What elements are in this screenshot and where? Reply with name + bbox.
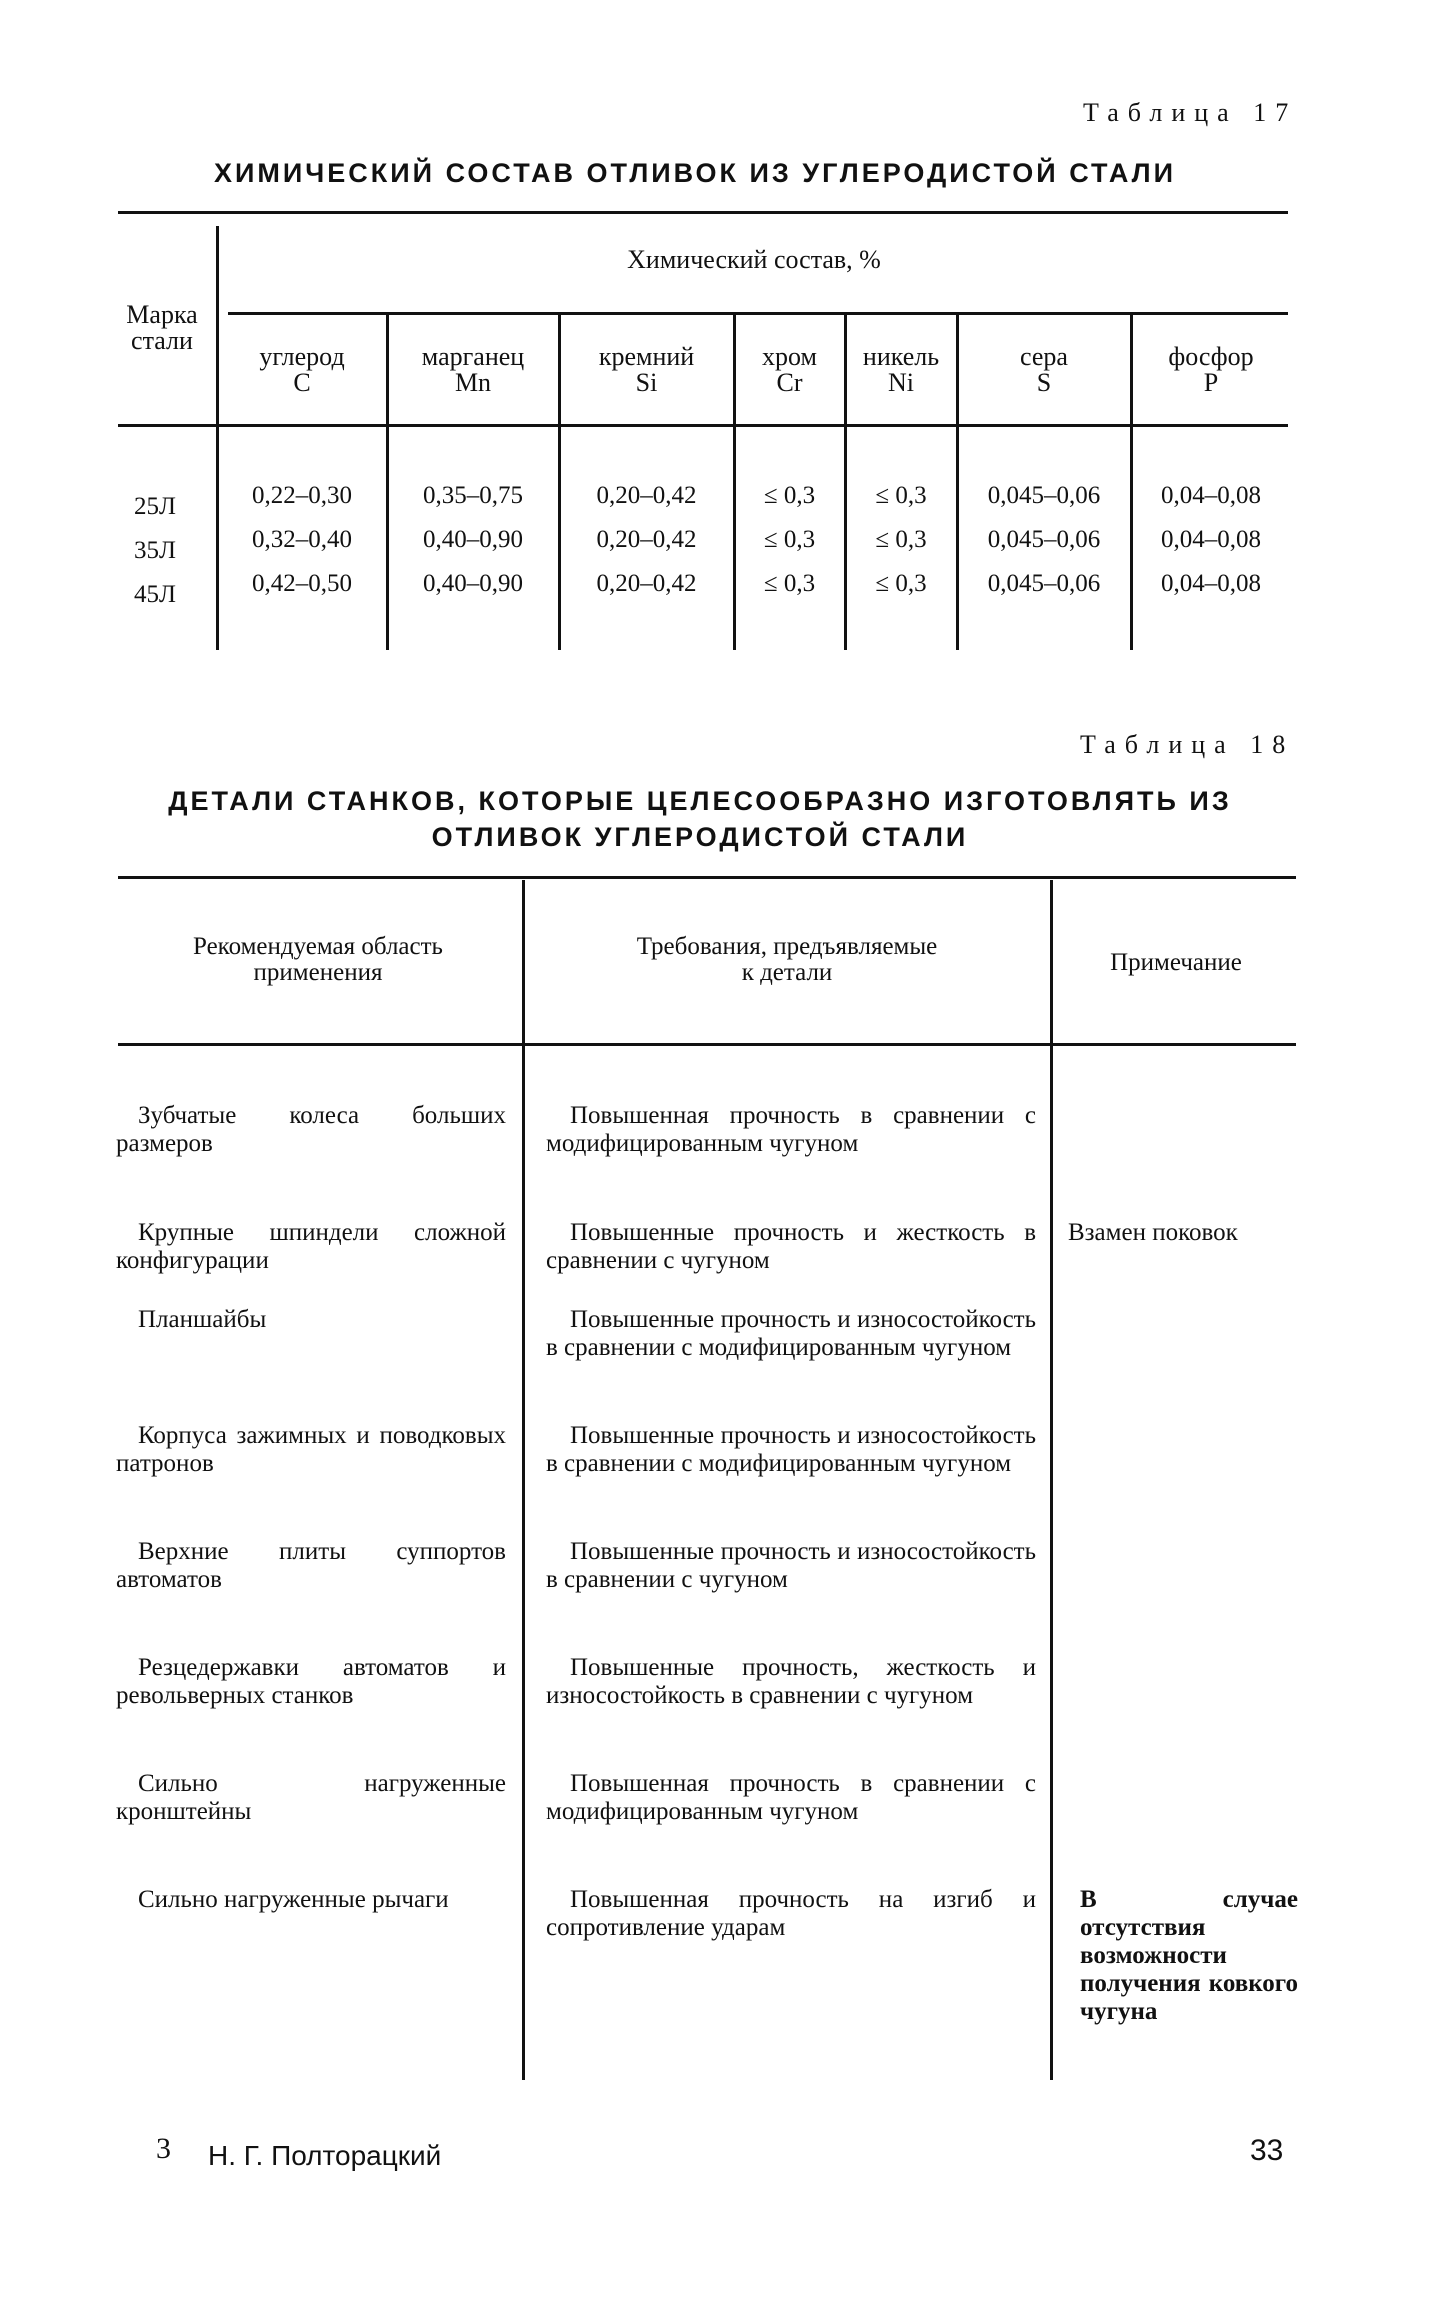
table17-col-divider [844,314,847,650]
value-cell: ≤ 0,3 [875,526,927,553]
table17-header-bottom-rule [118,424,1288,427]
value-cell: 0,22–0,30 [252,482,352,509]
col-header-phosphorus: фосфор P [1168,342,1254,397]
value-cell: ≤ 0,3 [875,570,927,597]
page-number: 33 [1250,2134,1284,2167]
grade-cell: 25Л [134,493,176,520]
table17-col-divider [558,314,561,650]
area-cell: Крупные шпиндели сложной конфигурации [116,1219,506,1274]
grade-header: Марка стали [126,300,198,355]
area-cell: Сильно нагруженные кронштейны [116,1770,506,1825]
requirements-cell: Повышенные прочность и износостойкость в сравнении с модифицированным чугуном [546,1306,1036,1361]
col-header-carbon: углерод C [259,342,345,397]
header-area: Рекомендуемая область применения [193,933,443,986]
table18-top-rule [118,876,1296,879]
col-header-sulfur: сера S [1020,342,1068,397]
note-cell: Взамен поковок [1068,1219,1238,1246]
value-cell: 0,04–0,08 [1161,482,1261,509]
requirements-cell: Повышенная прочность на изгиб и сопротивление ударам [546,1886,1036,1941]
value-cell: 0,20–0,42 [596,482,697,509]
col-header-silicon: кремний Si [598,342,695,397]
value-cell: ≤ 0,3 [763,570,816,597]
table18-title-line2: ОТЛИВОК УГЛЕРОДИСТОЙ СТАЛИ [431,822,969,852]
table18-header-bottom-rule [118,1043,1296,1046]
requirements-cell: Повышенные прочность и жесткость в сравнении с чугуном [546,1219,1036,1274]
requirements-cell: Повышенные прочность, жесткость и износостойкость в сравнении с чугуном [546,1654,1036,1709]
table18-col-divider [522,880,525,2080]
table17-col-divider [386,314,389,650]
requirements-cell: Повышенная прочность в сравнении с модифицированным чугуном [546,1770,1036,1825]
table17-title: ХИМИЧЕСКИЙ СОСТАВ ОТЛИВОК ИЗ УГЛЕРОДИСТОЙ СТАЛИ [213,158,1176,188]
header-note: Примечание [1110,949,1242,976]
requirements-cell: Повышенные прочность и износостойкость в сравнении с модифицированным чугуном [546,1422,1036,1477]
area-cell: Зубчатые колеса больших размеров [116,1102,506,1157]
value-cell: ≤ 0,3 [763,526,816,553]
composition-group-header: Химический состав, % [627,245,881,274]
area-cell: Резцедержавки автоматов и револьверных станков [116,1654,506,1709]
author-name: Н. Г. Полторацкий [208,2140,442,2171]
value-cell: 0,40–0,90 [423,526,523,553]
table17-col-divider [733,314,736,650]
header-requirements: Требования, предъявляемые к детали [636,933,938,986]
grade-cell: 35Л [134,537,176,564]
value-cell: 0,35–0,75 [423,482,523,509]
area-cell: Верхние плиты суппортов автоматов [116,1538,506,1593]
value-cell: ≤ 0,3 [763,482,816,509]
value-cell: 0,20–0,42 [596,526,697,553]
area-cell: Сильно нагруженные рычаги [138,1886,449,1913]
table18-title-line1: ДЕТАЛИ СТАНКОВ, КОТОРЫЕ ЦЕЛЕСООБРАЗНО ИЗГОТОВЛЯТЬ ИЗ [168,786,1232,816]
grade-cell: 45Л [134,581,176,608]
table18-col-divider [1050,880,1053,2080]
value-cell: 0,04–0,08 [1161,570,1261,597]
table18-label: Таблица 18 [1080,730,1295,759]
value-cell: 0,42–0,50 [252,570,352,597]
col-header-nickel: никель Ni [862,342,940,397]
value-cell: 0,045–0,06 [987,526,1101,553]
table17-col-divider [1130,314,1133,650]
note-cell: В случае отсутствия возможности получения ковкого чугуна [1080,1886,1298,2025]
area-cell: Корпуса зажимных и поводковых патронов [116,1422,506,1477]
requirements-cell: Повышенная прочность в сравнении с модифицированным чугуном [546,1102,1036,1157]
table17-col-divider [956,314,959,650]
table17-top-rule [118,211,1288,214]
signature-mark: 3 [156,2132,171,2165]
requirements-cell: Повышенные прочность и износостойкость в сравнении с чугуном [546,1538,1036,1593]
table17-col-divider [216,226,219,650]
area-cell: Планшайбы [138,1306,267,1333]
table17-label: Таблица 17 [1083,98,1298,127]
value-cell: 0,20–0,42 [596,570,697,597]
col-header-manganese: марганец Mn [421,342,525,397]
col-header-chromium: хром Cr [762,342,817,397]
value-cell: 0,045–0,06 [987,482,1101,509]
value-cell: 0,32–0,40 [252,526,352,553]
value-cell: ≤ 0,3 [875,482,927,509]
value-cell: 0,04–0,08 [1161,526,1261,553]
value-cell: 0,045–0,06 [987,570,1101,597]
value-cell: 0,40–0,90 [423,570,523,597]
